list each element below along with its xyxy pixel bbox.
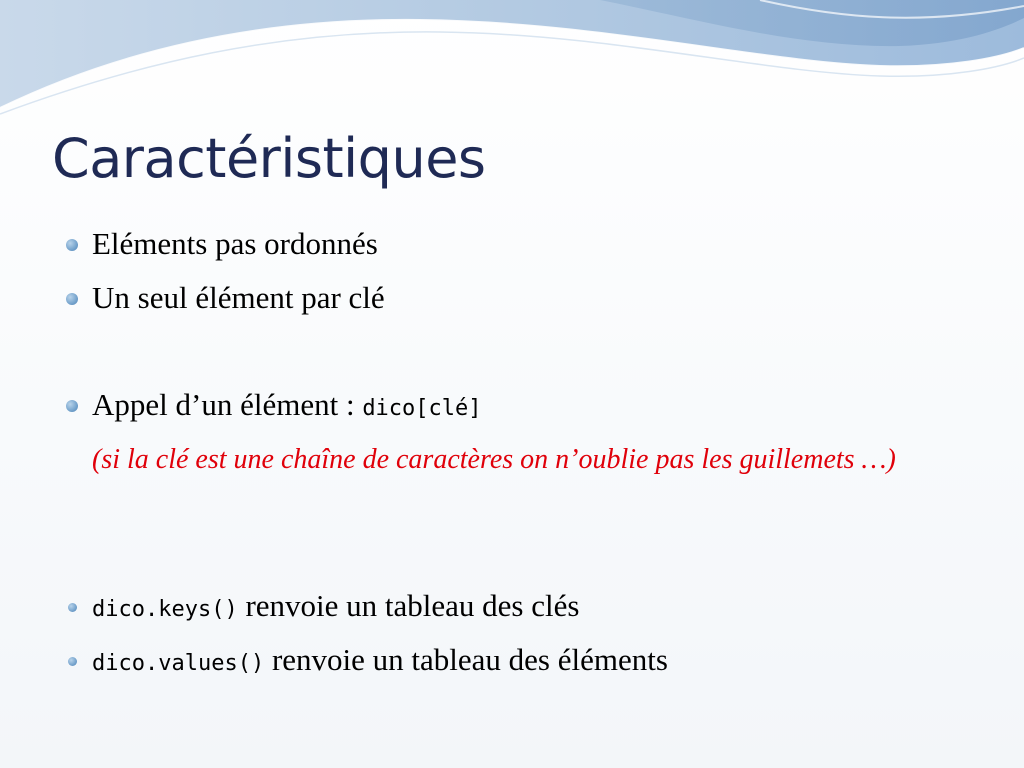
bullet-text: Un seul élément par clé: [92, 280, 385, 315]
bullet-item-values: [92, 641, 668, 678]
bullet-item-unique: [92, 279, 385, 316]
code-snippet: dico[clé]: [362, 396, 482, 421]
bullet-text: renvoie un tableau des éléments: [264, 642, 668, 677]
bullet-text: renvoie un tableau des clés: [237, 588, 580, 623]
bullet-dot: [68, 657, 77, 666]
code-snippet: dico.values(): [92, 651, 265, 676]
bullet-item-unordered: [92, 225, 378, 262]
slide-title: Caractéristiques: [52, 127, 486, 190]
bullet-dot: [66, 239, 78, 251]
bullet-text: Appel d’un élément :: [92, 387, 363, 422]
bullet-item-access: [92, 386, 482, 423]
bullet-dot: [66, 293, 78, 305]
note-text: (si la clé est une chaîne de caractères on n’oublie pas les guillemets …): [92, 444, 896, 475]
code-snippet: dico.keys(): [92, 597, 238, 622]
bullet-item-keys: [92, 587, 579, 624]
bullet-text: Eléments pas ordonnés: [92, 226, 378, 261]
bullet-dot: [68, 603, 77, 612]
bullet-dot: [66, 400, 78, 412]
